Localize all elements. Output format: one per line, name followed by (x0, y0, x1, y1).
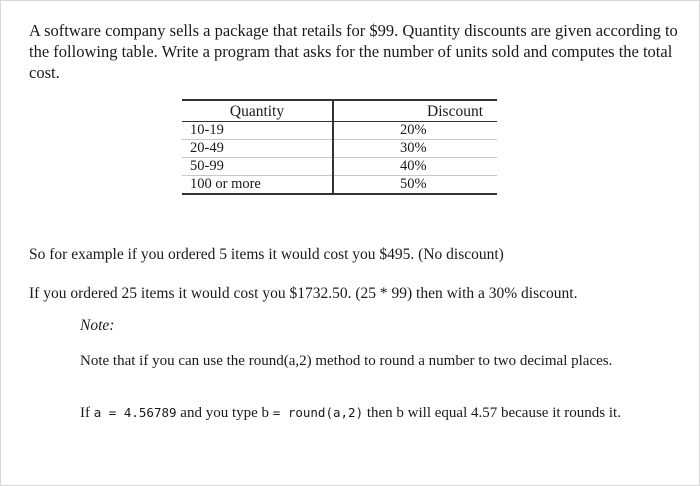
example-line-1: So for example if you ordered 5 items it would cost you $495. (No discount) (29, 246, 504, 263)
table-header-row (182, 100, 497, 122)
discount-table (182, 99, 497, 195)
intro-paragraph: A software company sells a package that retails for $99. Quantity discounts are given according to the following table. Write a program that asks for the number of units sold and computes the total cost. (29, 21, 678, 82)
quantity-cell: 100 or more (182, 176, 333, 195)
table-row (182, 158, 497, 176)
table-row (182, 176, 497, 195)
quantity-cell: 50-99 (182, 158, 333, 176)
quantity-header: Quantity (182, 100, 333, 122)
discount-header: Discount (333, 100, 497, 122)
discount-cell: 50% (333, 176, 497, 195)
code-assign-a: a = 4.56789 (93, 405, 177, 420)
discount-cell: 20% (333, 122, 497, 140)
quantity-cell: 10-19 (182, 122, 333, 140)
note-label: Note: (80, 317, 115, 334)
table-row (182, 122, 497, 140)
quantity-cell: 20-49 (182, 140, 333, 158)
note-middle: and you type b (176, 405, 273, 421)
discount-cell: 30% (333, 140, 497, 158)
discount-cell: 40% (333, 158, 497, 176)
example-line-2: If you ordered 25 items it would cost you $1732.50. (25 * 99) then with a 30% discount. (29, 285, 578, 302)
note-text-example (80, 403, 640, 423)
note-prefix: If (80, 405, 94, 421)
code-round-call: = round(a,2) (272, 405, 364, 420)
table-row (182, 140, 497, 158)
note-text-round: Note that if you can use the round(a,2) method to round a number to two decimal places. (80, 353, 613, 369)
note-suffix: then b will equal 4.57 because it rounds it. (363, 405, 621, 421)
